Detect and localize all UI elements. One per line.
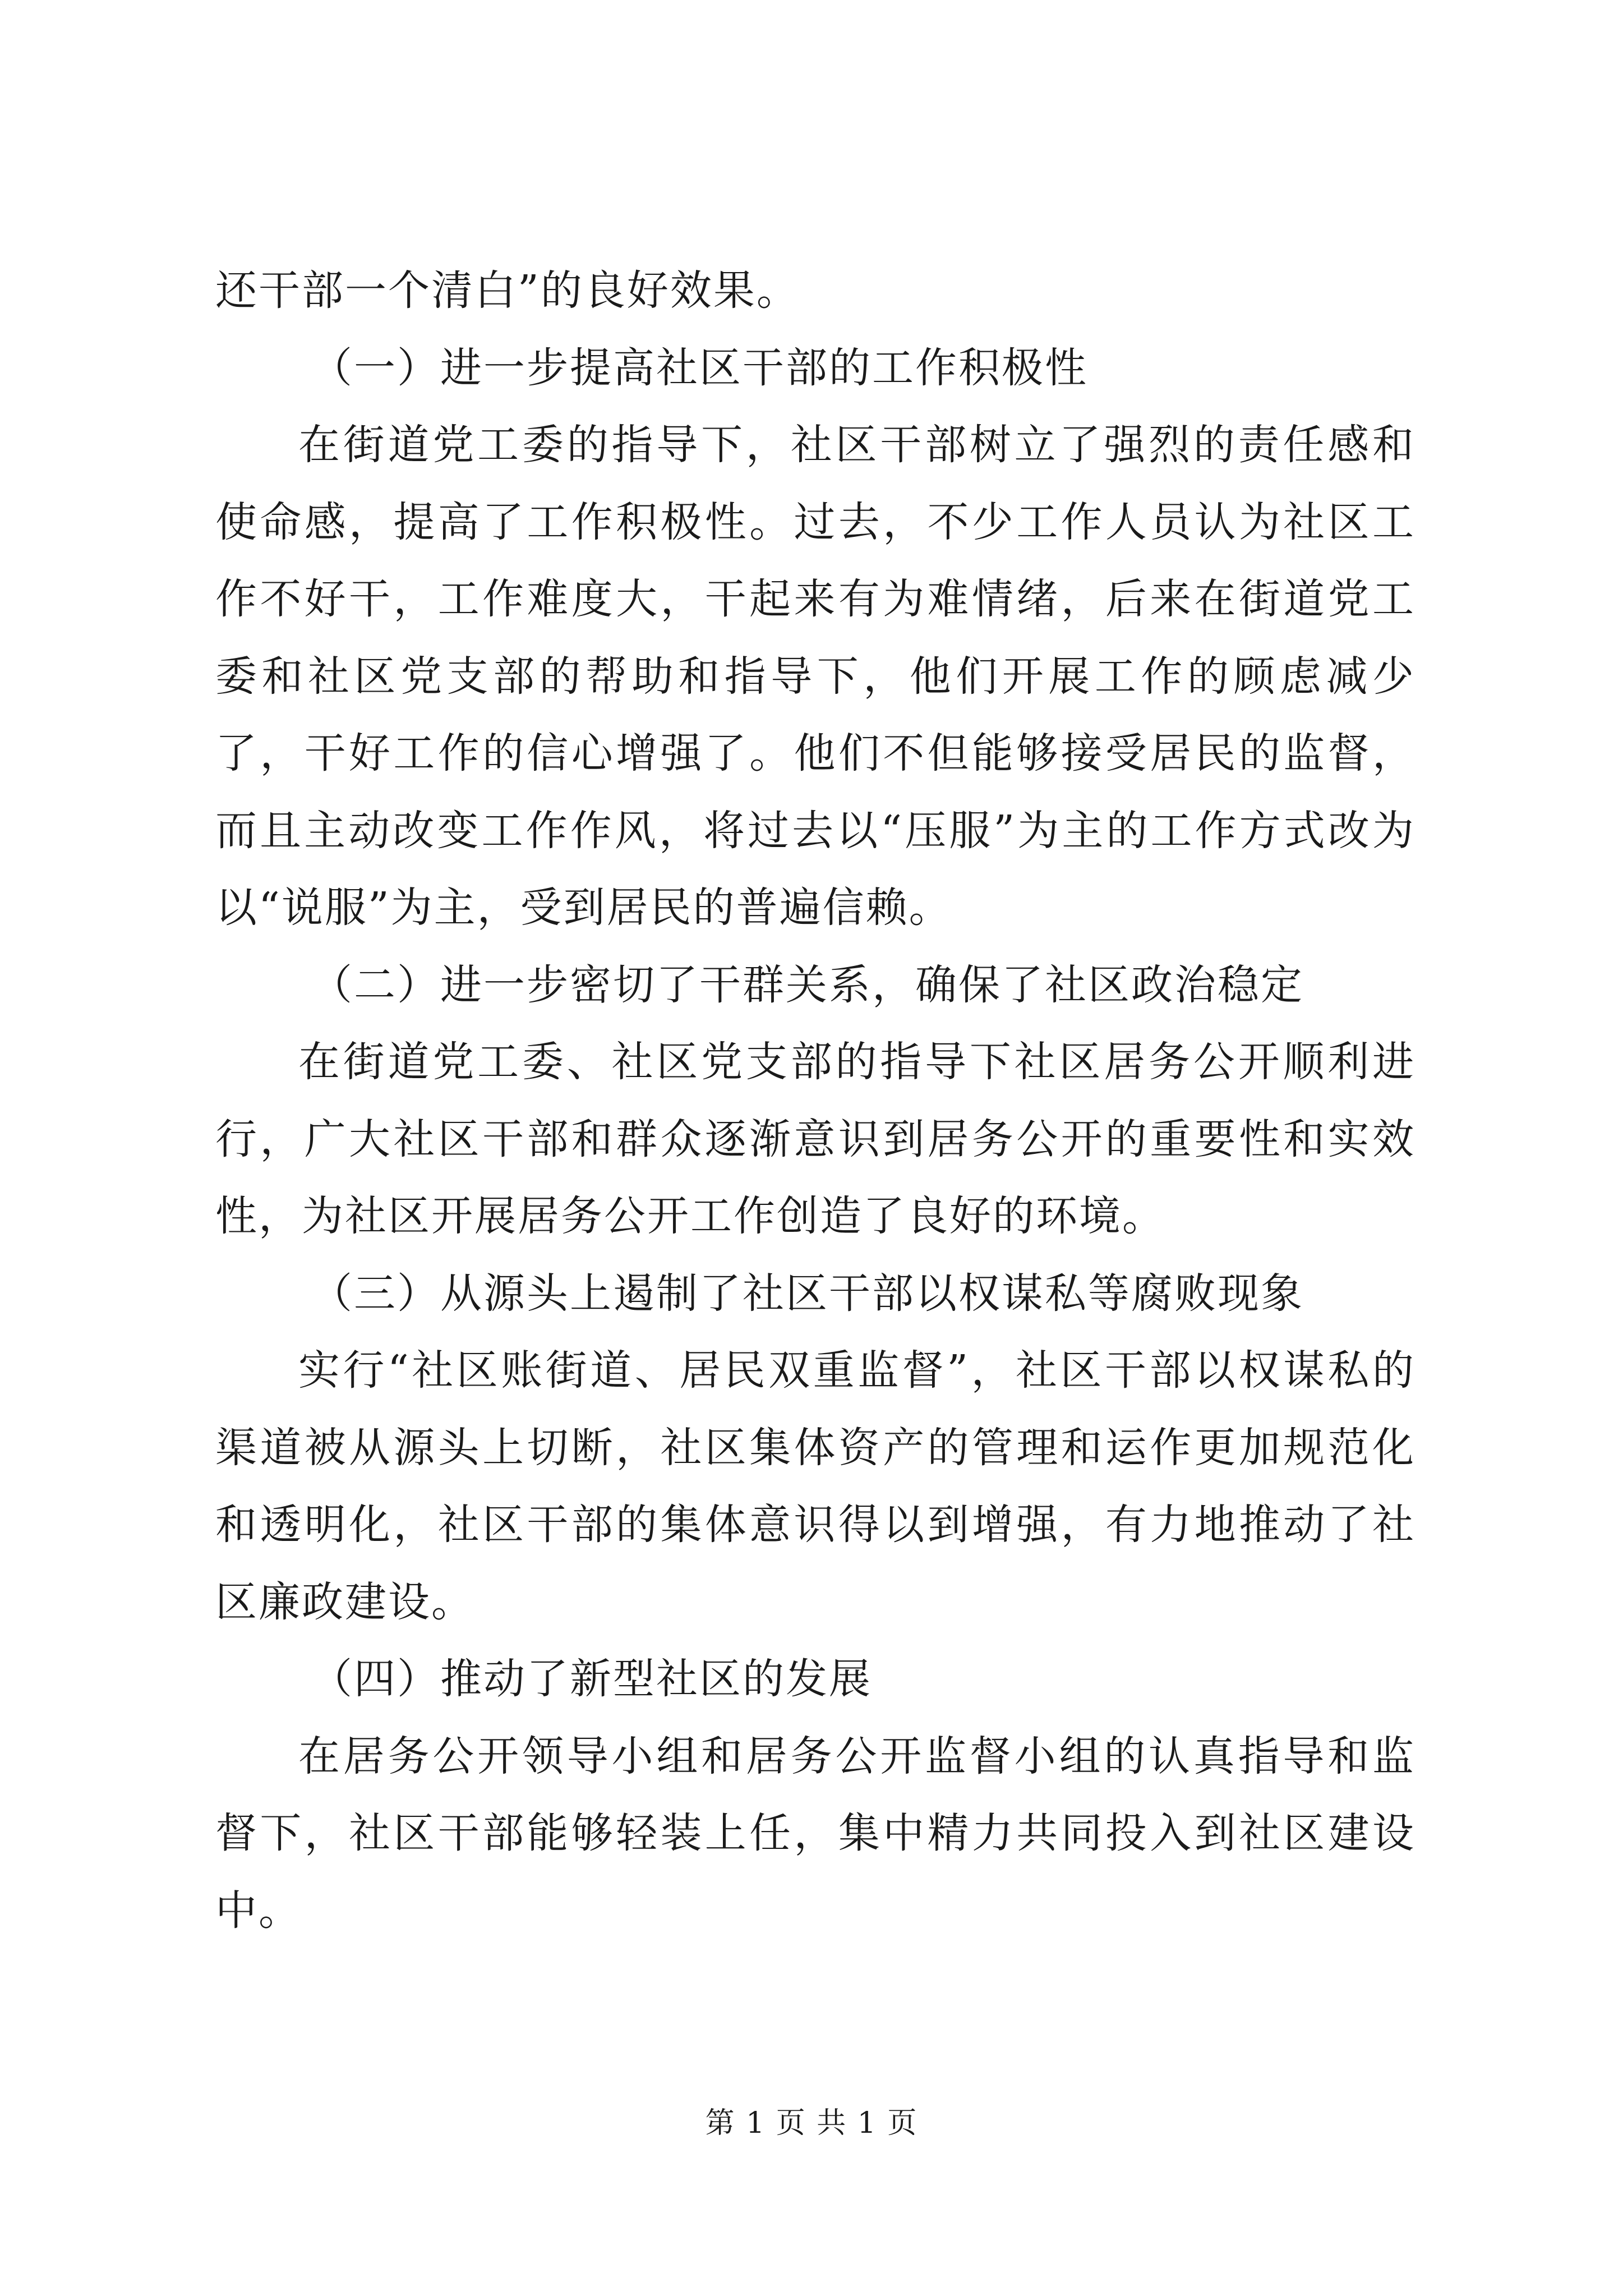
body-paragraph-4: 在居务公开领导小组和居务公开监督小组的认真指导和监督下，社区干部能够轻装上任，集中精力共同投入到社区建设中。	[215, 1732, 1415, 1935]
body-paragraph-3: 实行“社区账街道、居民双重监督”，社区干部以权谋私的渠道被从源头上切断，社区集体资产的管理和运作更加规范化和透明化，社区干部的集体意识得以到增强，有力地推动了社区廉政建设。	[215, 1346, 1415, 1626]
section-heading-1: （一）进一步提高社区干部的工作积极性	[311, 343, 1088, 392]
body-paragraph-1: 在街道党工委的指导下，社区干部树立了强烈的责任感和使命感，提高了工作积极性。过去，不少工作人员认为社区工作不好干，工作难度大，干起来有为难情绪，后来在街道党工委和社区党支部的帮助和指导下，他们开展工作的顾虑减少了，干好工作的信心增强了。他们不但能够接受居民的监督，而且主动改变工作作风，将过去以“压服”为主的工作方式改为以“说服”为主，受到居民的普遍信赖。	[215, 421, 1415, 932]
page-footer: 第 1 页 共 1 页	[705, 2106, 918, 2140]
section-heading-3: （三）从源头上遏制了社区干部以权谋私等腐败现象	[311, 1269, 1304, 1318]
document-body	[215, 252, 1415, 1949]
section-heading-4: （四）推动了新型社区的发展	[311, 1655, 872, 1703]
section-heading-2: （二）进一步密切了干群关系，确保了社区政治稳定	[311, 960, 1304, 1009]
body-paragraph-2: 在街道党工委、社区党支部的指导下社区居务公开顺利进行，广大社区干部和群众逐渐意识到居务公开的重要性和实效性，为社区开展居务公开工作创造了良好的环境。	[215, 1038, 1415, 1240]
paragraph-continuation: 还干部一个清白”的良好效果。	[215, 266, 800, 315]
